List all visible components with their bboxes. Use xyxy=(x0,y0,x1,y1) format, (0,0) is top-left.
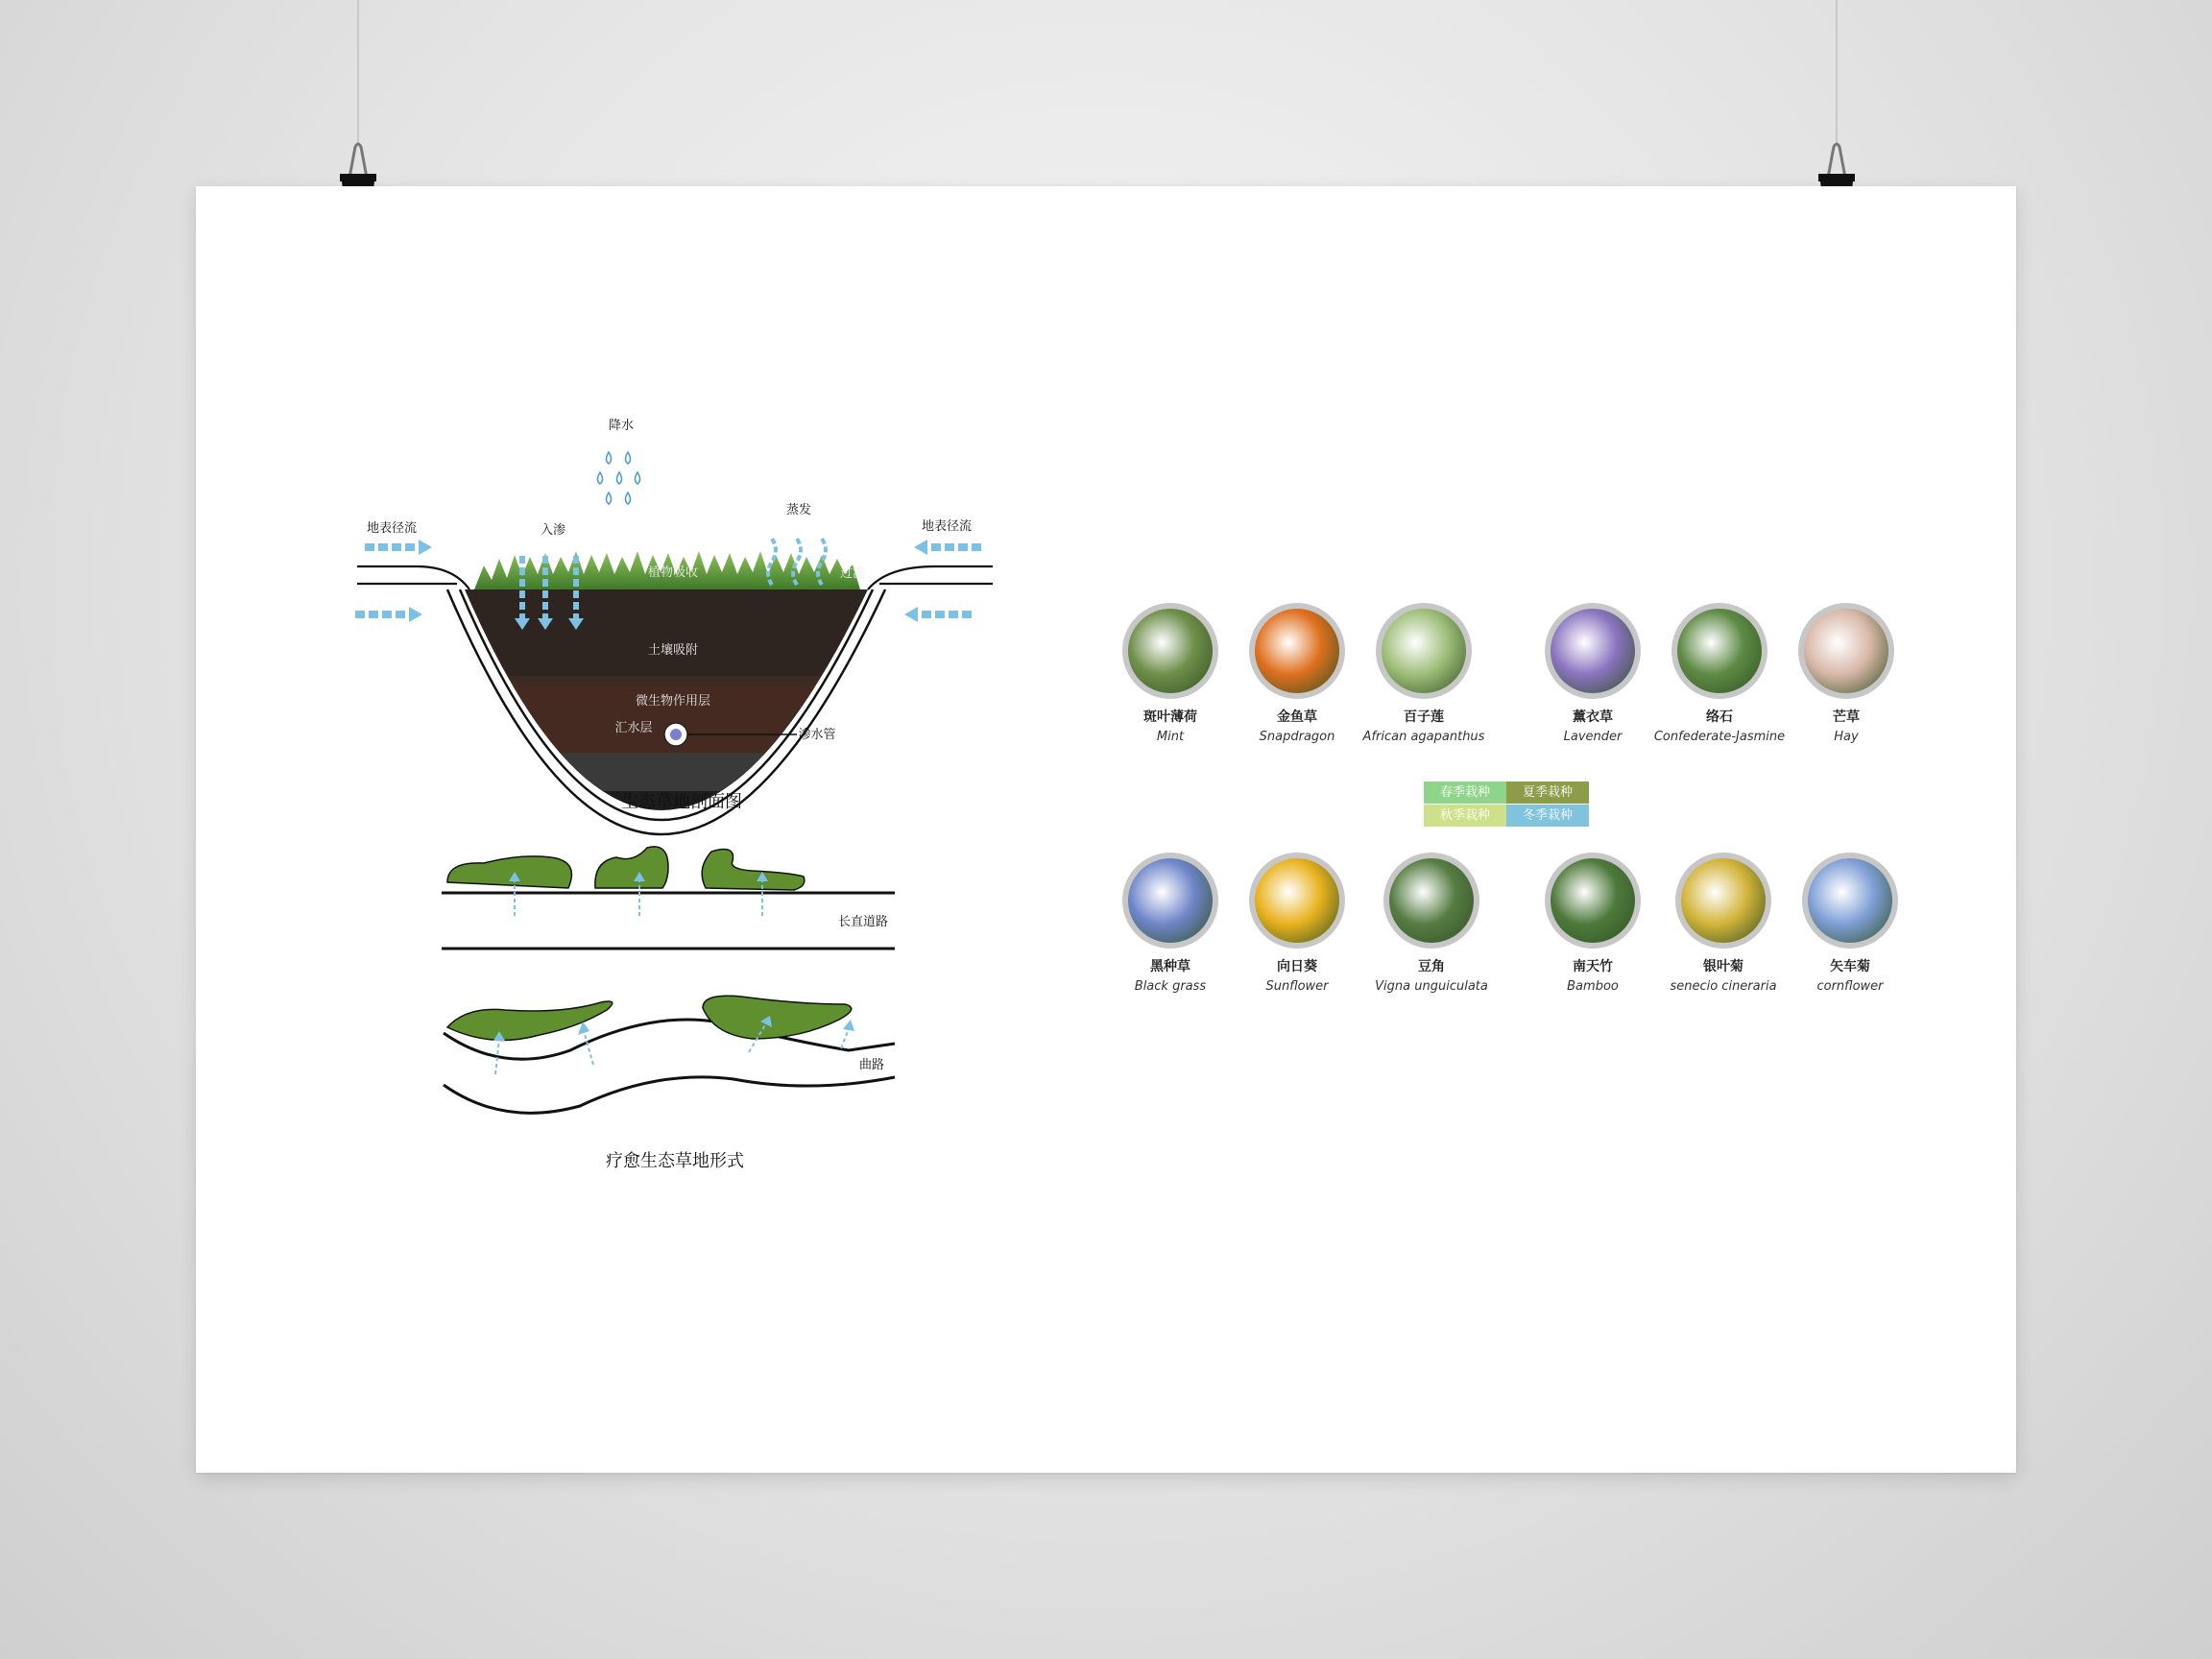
cornflower-photo xyxy=(1802,853,1898,949)
plant-name-en: senecio cineraria xyxy=(1670,979,1777,994)
plant-name-en: cornflower xyxy=(1816,979,1884,994)
poster-sheet xyxy=(196,186,2016,1473)
evaporation-label: 蒸发 xyxy=(785,503,812,517)
mint-photo xyxy=(1122,603,1218,699)
plant-card-jasmine xyxy=(1647,603,1791,744)
plant-name-en: Sunflower xyxy=(1265,979,1329,994)
plant-card-mint xyxy=(1098,603,1242,744)
plant-name-cn: 矢车菊 xyxy=(1830,959,1870,974)
seepage-pipe-label: 渗水管 xyxy=(798,728,836,742)
plant-name-cn: 向日葵 xyxy=(1277,959,1317,974)
plant-name-cn: 斑叶薄荷 xyxy=(1143,709,1197,725)
plant-card-cornflower xyxy=(1778,853,1922,994)
plant-name-en: Hay xyxy=(1834,730,1859,744)
plant-card-black-grass xyxy=(1098,853,1242,994)
plant-card-snapdragon xyxy=(1225,603,1369,744)
straight-road-label: 长直道路 xyxy=(837,915,889,929)
plant-card-lavender xyxy=(1521,603,1665,744)
plant-name-en: Lavender xyxy=(1563,730,1623,744)
legend-spring: 春季栽种 xyxy=(1424,781,1506,804)
legend-summer: 夏季栽种 xyxy=(1506,781,1589,804)
plant-name-cn: 芒草 xyxy=(1833,709,1860,725)
black-grass-photo xyxy=(1122,853,1218,949)
plant-name-en: Mint xyxy=(1156,730,1185,744)
season-legend xyxy=(1424,781,1597,828)
curved-road-form xyxy=(444,996,895,1113)
lavender-photo xyxy=(1545,603,1641,699)
runoff-arrows-right-icon xyxy=(904,540,981,622)
infiltration-label: 入渗 xyxy=(540,523,566,538)
hanging-wire-right xyxy=(1836,0,1838,144)
plant-card-vigna xyxy=(1359,853,1503,994)
filtration-label: 过滤 xyxy=(839,566,866,581)
senecio-photo xyxy=(1675,853,1771,949)
runoff-right-label: 地表径流 xyxy=(921,519,973,534)
plant-name-cn: 百子莲 xyxy=(1404,709,1444,725)
plant-name-en: Black grass xyxy=(1134,979,1207,994)
plant-card-hay xyxy=(1774,603,1918,744)
plant-card-bamboo xyxy=(1521,853,1665,994)
plant-name-cn: 南天竹 xyxy=(1573,959,1613,974)
water-collection-layer-label: 汇水层 xyxy=(614,721,653,735)
plant-absorption-label: 植物吸收 xyxy=(647,565,699,580)
plant-name-cn: 薰衣草 xyxy=(1573,709,1613,725)
plant-name-en: Bamboo xyxy=(1567,979,1619,994)
plant-card-sunflower xyxy=(1225,853,1369,994)
plant-card-senecio xyxy=(1651,853,1795,994)
runoff-arrows-left-icon xyxy=(355,540,432,622)
hanging-wire-left xyxy=(357,0,359,144)
plant-name-en: Snapdragon xyxy=(1259,730,1335,744)
sunflower-photo xyxy=(1249,853,1345,949)
plant-card-agapanthus xyxy=(1352,603,1496,744)
plant-name-cn: 豆角 xyxy=(1418,959,1445,974)
curved-road-label: 曲路 xyxy=(858,1058,885,1072)
soil-adsorption-label: 土壤吸附 xyxy=(647,643,699,658)
precipitation-label: 降水 xyxy=(608,419,635,433)
plant-name-en: African agapanthus xyxy=(1362,730,1485,744)
hay-photo xyxy=(1798,603,1894,699)
ecological-grass-diagrams xyxy=(196,186,1060,1242)
straight-road-form xyxy=(442,847,895,949)
section-diagram-title: 生态草地剖面图 xyxy=(621,792,742,812)
microbial-layer-label: 微生物作用层 xyxy=(635,694,711,709)
rain-drops-icon xyxy=(598,452,640,504)
agapanthus-photo xyxy=(1376,603,1472,699)
jasmine-photo xyxy=(1671,603,1767,699)
plant-name-en: Confederate-Jasmine xyxy=(1653,730,1786,744)
vigna-photo xyxy=(1383,853,1479,949)
forms-diagram-title: 疗愈生态草地形式 xyxy=(606,1151,744,1171)
runoff-left-label: 地表径流 xyxy=(366,521,418,536)
plant-name-cn: 银叶菊 xyxy=(1703,959,1743,974)
bamboo-photo xyxy=(1545,853,1641,949)
legend-winter: 冬季栽种 xyxy=(1506,805,1589,827)
plant-name-en: Vigna unguiculata xyxy=(1375,979,1488,994)
plant-name-cn: 络石 xyxy=(1706,709,1733,725)
plant-name-cn: 金鱼草 xyxy=(1277,709,1317,725)
legend-autumn: 秋季栽种 xyxy=(1424,805,1506,827)
snapdragon-photo xyxy=(1249,603,1345,699)
plant-name-cn: 黑种草 xyxy=(1150,959,1190,974)
